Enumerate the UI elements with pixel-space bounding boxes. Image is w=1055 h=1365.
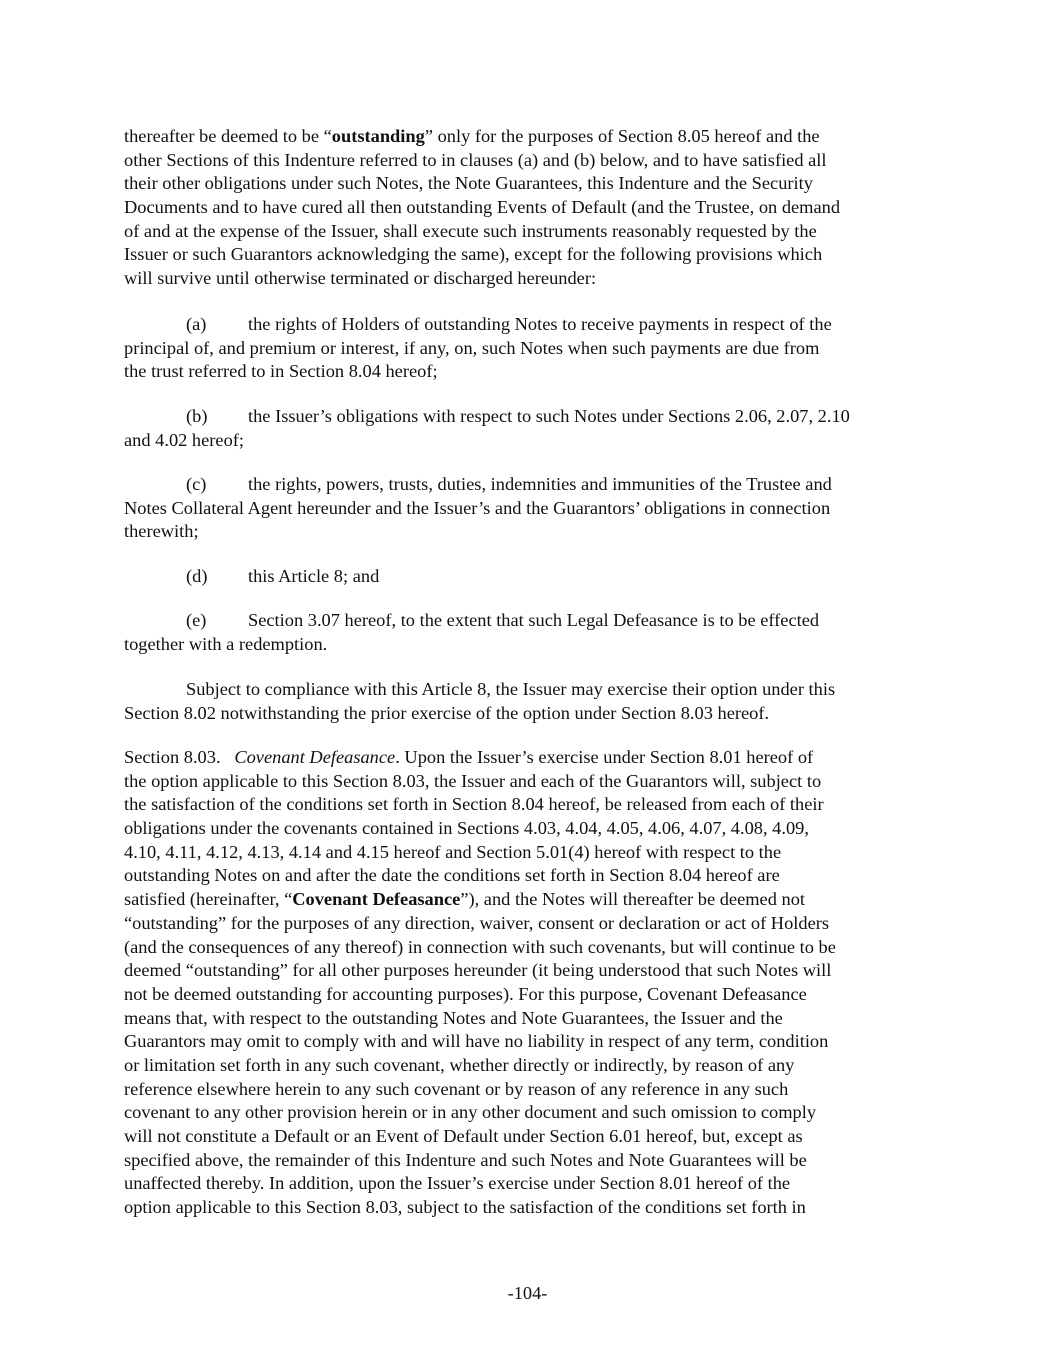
section-8-03-line-17: will not constitute a Default or an Event of Default under Section 6.01 hereof, but, except as [124, 1126, 803, 1146]
section-8-03-line-6: outstanding Notes on and after the date the conditions set forth in Section 8.04 hereof are [124, 865, 780, 886]
section-8-03-line-3: the satisfaction of the conditions set forth in Section 8.04 hereof, be released from each of their [124, 794, 824, 815]
section-title: Covenant Defeasance [234, 747, 396, 767]
intro-line-7: will survive until otherwise terminated or discharged hereunder: [124, 268, 597, 289]
section-8-03-line-18: specified above, the remainder of this Indenture and such Notes and Note Guarantees will be [124, 1149, 807, 1170]
intro-line-5: of and at the expense of the Issuer, shall execute such instruments reasonably requested by the [124, 220, 817, 241]
intro-line-4: Documents and to have cured all then outstanding Events of Default (and the Trustee, on demand [124, 197, 841, 218]
section-8-03-line-4: obligations under the covenants contained in Sections 4.03, 4.04, 4.05, 4.06, 4.07, 4.08, 4.09, [124, 818, 809, 839]
section-8-03-line-14: or limitation set forth in any such covenant, whether directly or indirectly, by reason of any [124, 1054, 795, 1075]
covenant-defeasance-term: Covenant Defeasance [292, 889, 461, 910]
subject-line-2: Section 8.02 notwithstanding the prior exercise of the option under Section 8.03 hereof. [124, 702, 770, 723]
section-8-03-line-20: option applicable to this Section 8.03, subject to the satisfaction of the conditions set forth in [124, 1197, 806, 1218]
clause-a-line-1: (a) the rights of Holders of outstanding Notes to receive payments in respect of the [124, 313, 832, 337]
subject-paragraph [124, 678, 835, 725]
section-8-03-line-11: not be deemed outstanding for accounting purposes). For this purpose, Covenant Defeasance [124, 983, 807, 1004]
section-8-03-line-15: reference elsewhere herein to any such covenant or by reason of any reference in any such [124, 1078, 789, 1099]
clause-d-label: (d) [186, 566, 208, 586]
outstanding-term: outstanding [331, 126, 425, 146]
clause-e-line-1: (e) Section 3.07 hereof, to the extent that such Legal Defeasance is to be effected [124, 609, 819, 633]
clause-b-label: (b) [186, 406, 208, 426]
clause-e [124, 609, 819, 656]
clause-c [124, 473, 832, 544]
section-number: Section 8.03. [124, 747, 221, 767]
section-8-03-line-8: “outstanding” for the purposes of any direction, waiver, consent or declaration or act of Holders [124, 912, 830, 933]
section-8-03-line-12: means that, with respect to the outstanding Notes and Note Guarantees, the Issuer and the [124, 1007, 783, 1028]
clause-d-line-1: (d) this Article 8; and [124, 565, 379, 589]
section-8-03-line-5: 4.10, 4.11, 4.12, 4.13, 4.14 and 4.15 hereof and Section 5.01(4) hereof with respect to the [124, 841, 782, 862]
intro-line-6: Issuer or such Guarantors acknowledging the same), except for the following provisions which [124, 244, 823, 265]
clause-e-line-2: together with a redemption. [124, 633, 328, 654]
section-8-03-line-9: (and the consequences of any thereof) in connection with such covenants, but will continue to be [124, 936, 836, 957]
subject-line-1: Subject to compliance with this Article 8, the Issuer may exercise their option under this [186, 679, 836, 699]
section-8-03-line-13: Guarantors may omit to comply with and will have no liability in respect of any term, condition [124, 1031, 829, 1052]
intro-line-2: other Sections of this Indenture referred to in clauses (a) and (b) below, and to have satisfied all [124, 149, 827, 170]
section-8-03-line-10: deemed “outstanding” for all other purposes hereunder (it being understood that such Notes will [124, 960, 832, 981]
clause-a-line-2: principal of, and premium or interest, if any, on, such Notes when such payments are due from [124, 337, 820, 358]
clause-c-line-2: Notes Collateral Agent hereunder and the Issuer’s and the Guarantors’ obligations in connection [124, 497, 831, 518]
section-8-03-line-7: satisfied (hereinafter, “Covenant Defeasance”), and the Notes will thereafter be deemed not [124, 889, 805, 910]
clause-c-line-3: therewith; [124, 521, 199, 542]
section-8-03-line-16: covenant to any other provision herein or in any other document and such omission to comply [124, 1102, 817, 1123]
clause-b [124, 405, 850, 452]
section-8-03-line-2: the option applicable to this Section 8.03, the Issuer and each of the Guarantors will, subject to [124, 770, 822, 791]
section-8-03-line-1: Section 8.03. Covenant Defeasance. Upon the Issuer’s exercise under Section 8.01 hereof of [124, 747, 814, 767]
section-8-03-paragraph [124, 746, 836, 1220]
clause-a-line-3: the trust referred to in Section 8.04 hereof; [124, 361, 438, 382]
clause-d [124, 565, 379, 589]
page-number: -104- [507, 1283, 548, 1303]
intro-paragraph [124, 125, 840, 291]
clause-e-label: (e) [186, 610, 207, 630]
clause-b-line-2: and 4.02 hereof; [124, 429, 245, 450]
clause-a-label: (a) [186, 314, 207, 334]
clause-b-line-1: (b) the Issuer’s obligations with respect to such Notes under Sections 2.06, 2.07, 2.10 [124, 405, 850, 429]
clause-c-line-1: (c) the rights, powers, trusts, duties, indemnities and immunities of the Trustee and [124, 473, 832, 497]
clause-a [124, 313, 832, 384]
section-8-03-line-19: unaffected thereby. In addition, upon the Issuer’s exercise under Section 8.01 hereof of the [124, 1173, 791, 1194]
clause-c-label: (c) [186, 474, 207, 494]
intro-line-1: thereafter be deemed to be “outstanding” only for the purposes of Section 8.05 hereof and the [124, 126, 820, 146]
intro-line-3: their other obligations under such Notes, the Note Guarantees, this Indenture and the Security [124, 173, 813, 194]
